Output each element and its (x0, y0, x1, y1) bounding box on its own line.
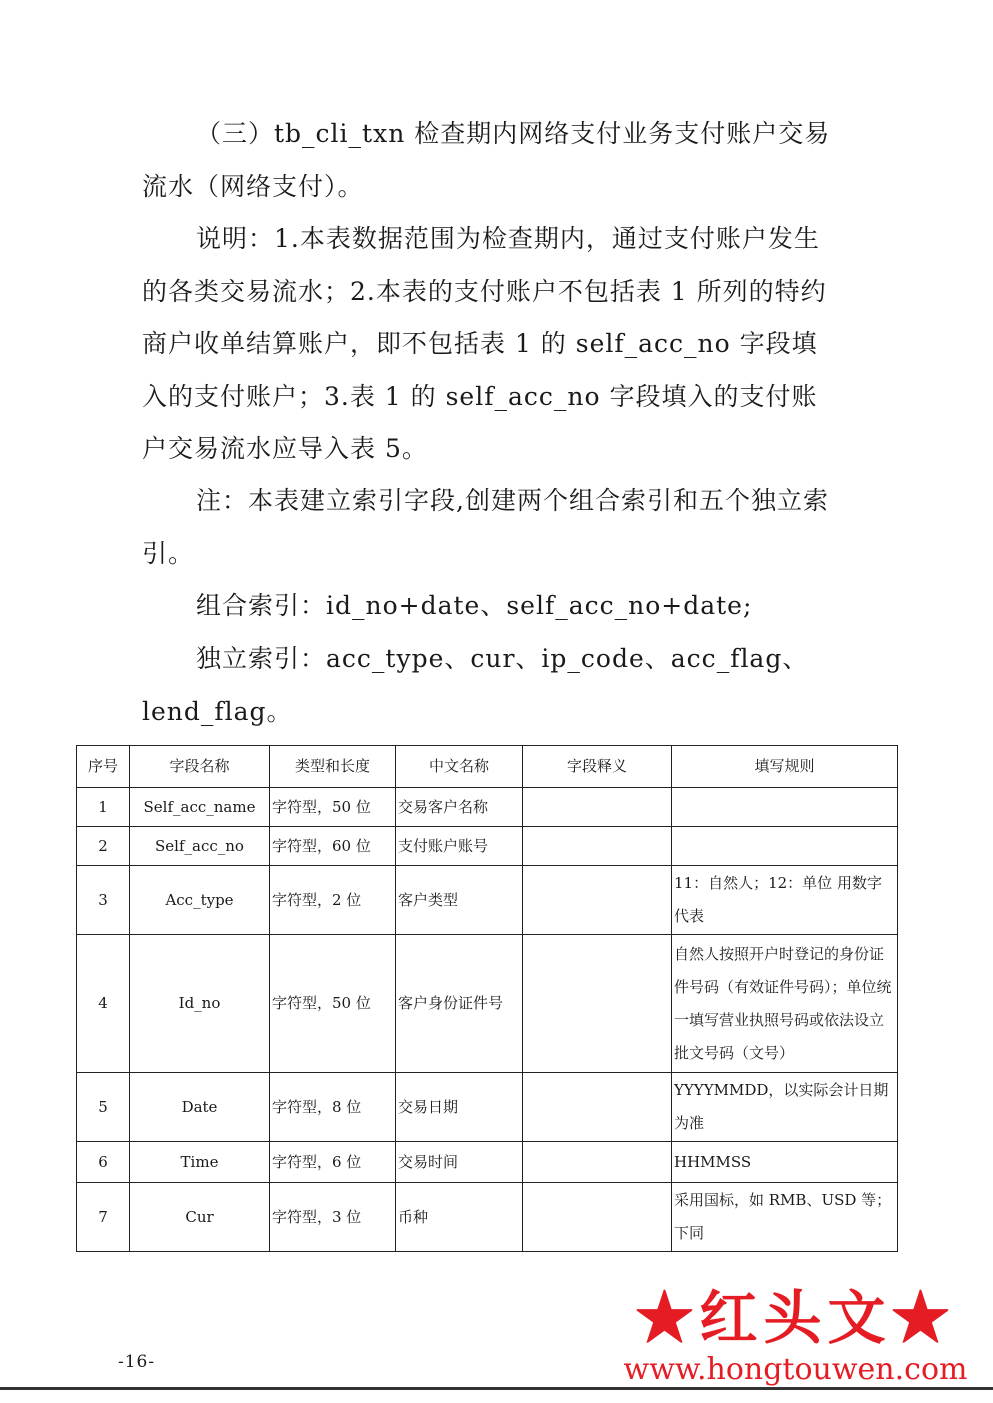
cell-rule: HHMMSS (672, 1142, 898, 1183)
cell-chinese-name: 客户身份证件号 (396, 935, 523, 1073)
cell-chinese-name: 交易日期 (396, 1073, 523, 1142)
cell-meaning (523, 1142, 672, 1183)
table-row (77, 827, 898, 866)
watermark-logo: ★红头文★ (635, 1284, 956, 1352)
table-row (77, 935, 898, 1073)
cell-field-name: Self_acc_name (130, 788, 270, 827)
header-chinese-name: 中文名称 (396, 746, 523, 788)
table-row (77, 788, 898, 827)
table-header-row (77, 746, 898, 788)
note-paragraph: 注：本表建立索引字段,创建两个组合索引和五个独立索引。 (142, 486, 829, 568)
cell-type: 字符型，6 位 (270, 1142, 396, 1183)
cell-type: 字符型，3 位 (270, 1183, 396, 1252)
cell-meaning (523, 788, 672, 827)
cell-no: 1 (77, 788, 130, 827)
combined-index-line: 组合索引：id_no+date、self_acc_no+date; (196, 591, 753, 620)
cell-chinese-name: 支付账户账号 (396, 827, 523, 866)
page-number: -16- (118, 1352, 156, 1372)
cell-field-name: Self_acc_no (130, 827, 270, 866)
table-row (77, 1073, 898, 1142)
cell-field-name: Cur (130, 1183, 270, 1252)
header-field-name: 字段名称 (130, 746, 270, 788)
cell-type: 字符型，50 位 (270, 935, 396, 1073)
section-heading: （三）tb_cli_txn 检查期内网络支付业务支付账户交易流水（网络支付）。 (142, 119, 831, 201)
cell-meaning (523, 866, 672, 935)
cell-chinese-name: 客户类型 (396, 866, 523, 935)
cell-rule (672, 788, 898, 827)
table-row (77, 866, 898, 935)
cell-field-name: Id_no (130, 935, 270, 1073)
cell-meaning (523, 827, 672, 866)
cell-no: 5 (77, 1073, 130, 1142)
cell-rule: 采用国标，如 RMB、USD 等；下同 (672, 1183, 898, 1252)
watermark (598, 1283, 993, 1391)
cell-rule: 11：自然人；12：单位 用数字代表 (672, 866, 898, 935)
header-type-length: 类型和长度 (270, 746, 396, 788)
cell-rule (672, 827, 898, 866)
watermark-url: www.hongtouwen.com (623, 1352, 968, 1387)
cell-meaning (523, 1183, 672, 1252)
cell-no: 6 (77, 1142, 130, 1183)
cell-chinese-name: 币种 (396, 1183, 523, 1252)
header-no: 序号 (77, 746, 130, 788)
cell-no: 4 (77, 935, 130, 1073)
cell-rule: 自然人按照开户时登记的身份证件号码（有效证件号码）；单位统一填写营业执照号码或依法设立批文号码（文号） (672, 935, 898, 1073)
cell-type: 字符型，60 位 (270, 827, 396, 866)
table-row (77, 1183, 898, 1252)
cell-field-name: Acc_type (130, 866, 270, 935)
cell-field-name: Time (130, 1142, 270, 1183)
cell-field-name: Date (130, 1073, 270, 1142)
cell-no: 2 (77, 827, 130, 866)
cell-no: 3 (77, 866, 130, 935)
table-row (77, 1142, 898, 1183)
header-field-meaning: 字段释义 (523, 746, 672, 788)
cell-type: 字符型，8 位 (270, 1073, 396, 1142)
cell-type: 字符型，50 位 (270, 788, 396, 827)
cell-meaning (523, 935, 672, 1073)
description-paragraph: 说明：1.本表数据范围为检查期内，通过支付账户发生的各类交易流水；2.本表的支付账户不包括表 1 所列的特约商户收单结算账户，即不包括表 1 的 self_acc_no 字段填入的支付账户；3.表 1 的 self_acc_no 字段填入的支付账户交易流水应导入表 5。 (142, 224, 827, 463)
cell-rule: YYYYMMDD，以实际会计日期为准 (672, 1073, 898, 1142)
cell-meaning (523, 1073, 672, 1142)
cell-no: 7 (77, 1183, 130, 1252)
field-table (76, 745, 898, 1252)
cell-chinese-name: 交易客户名称 (396, 788, 523, 827)
independent-index-line: 独立索引：acc_type、cur、ip_code、acc_flag、lend_flag。 (142, 644, 809, 726)
header-fill-rule: 填写规则 (672, 746, 898, 788)
cell-type: 字符型，2 位 (270, 866, 396, 935)
cell-chinese-name: 交易时间 (396, 1142, 523, 1183)
